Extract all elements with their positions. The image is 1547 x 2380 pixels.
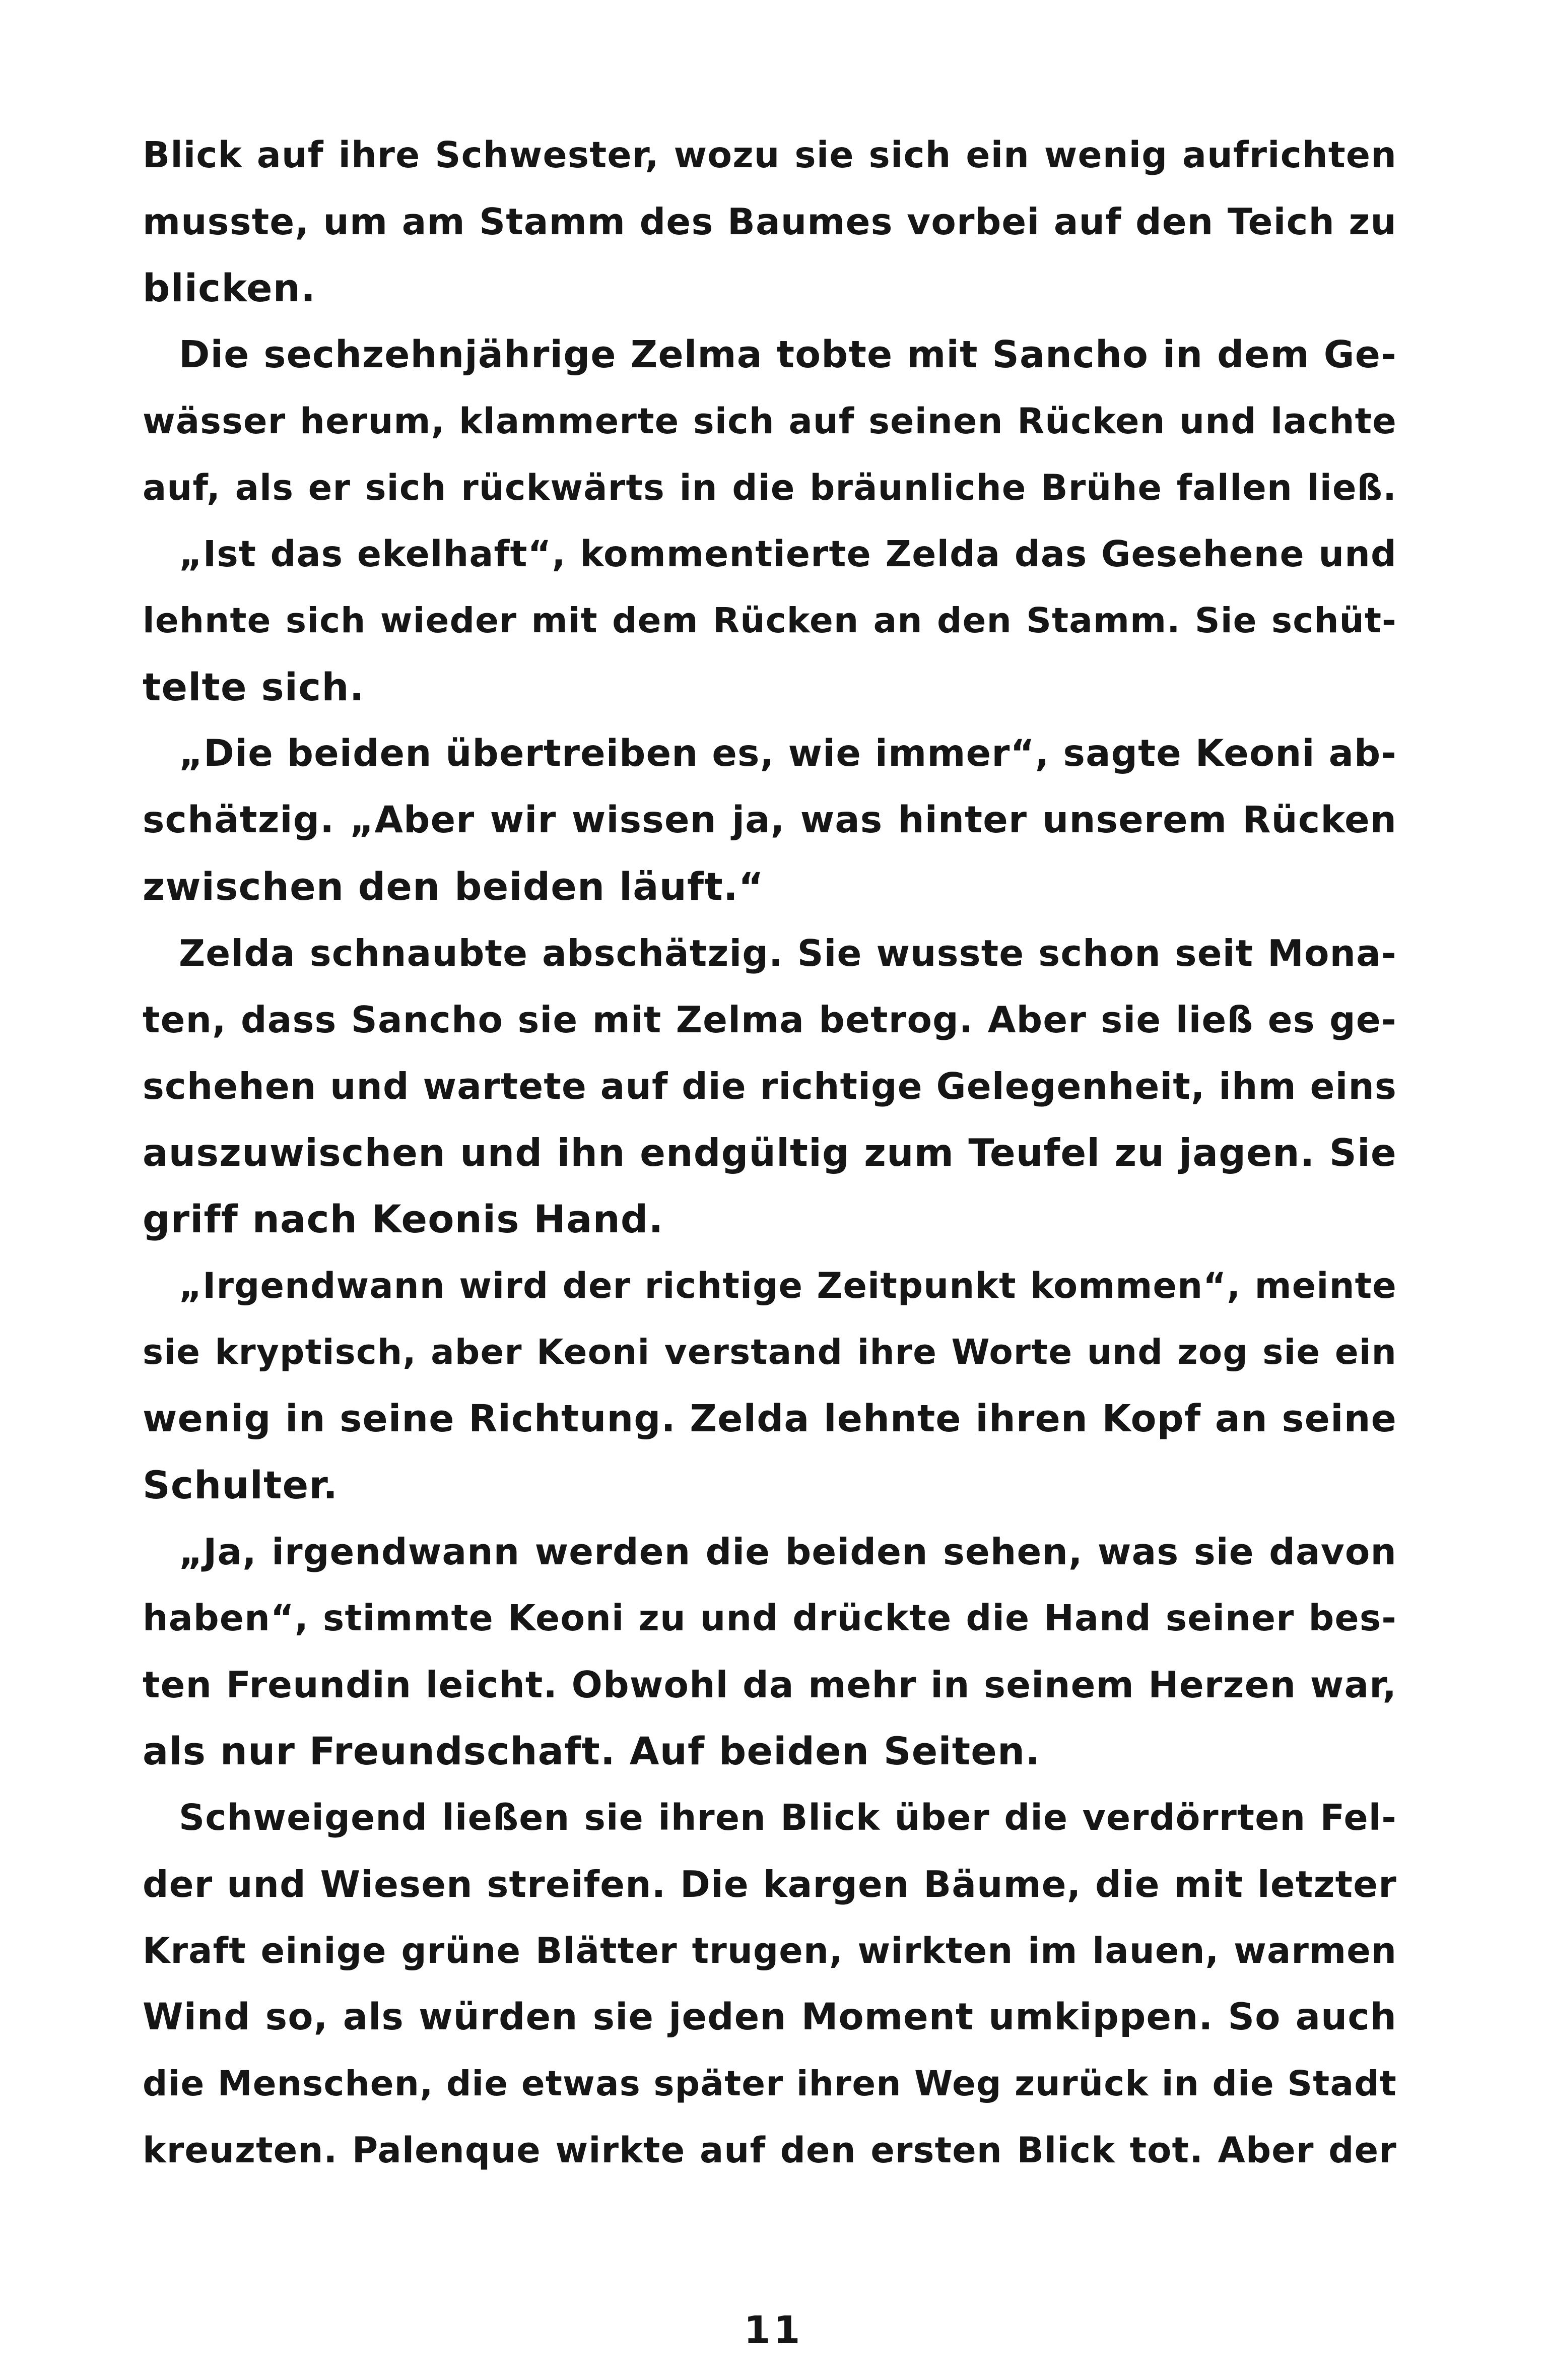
text-line: auf, als er sich rückwärts in die bräunliche Brühe fallen ließ.: [143, 467, 1397, 508]
text-line: ten, dass Sancho sie mit Zelma betrog. Aber sie ließ es ge-: [143, 999, 1397, 1041]
text-line: haben“, stimmte Keoni zu und drückte die Hand seiner bes-: [143, 1597, 1397, 1639]
text-line: der und Wiesen streifen. Die kargen Bäume, die mit letzter: [143, 1863, 1397, 1905]
text-line: Zelda schnaubte abschätzig. Sie wusste schon seit Mona-: [179, 932, 1397, 974]
text-line: „Irgendwann wird der richtige Zeitpunkt kommen“, meinte: [179, 1265, 1397, 1306]
text-line: musste, um am Stamm des Baumes vorbei auf den Teich zu: [143, 201, 1397, 243]
text-line: Kraft einige grüne Blätter trugen, wirkten im lauen, warmen: [143, 1930, 1397, 1971]
text-line: Die sechzehnjährige Zelma tobte mit Sancho in dem Ge-: [179, 333, 1397, 376]
text-line: griff nach Keonis Hand.: [143, 1197, 664, 1241]
text-line: die Menschen, die etwas später ihren Weg zurück in die Stadt: [143, 2064, 1397, 2104]
text-line: lehnte sich wieder mit dem Rücken an den Stamm. Sie schüt-: [143, 601, 1397, 641]
text-line: Schulter.: [143, 1463, 339, 1507]
text-line: zwischen den beiden läuft.“: [143, 864, 765, 909]
text-line: Wind so, als würden sie jeden Moment umkippen. So auch: [143, 1996, 1397, 2038]
text-line: als nur Freundschaft. Auf beiden Seiten.: [143, 1729, 1041, 1773]
text-line: „Ja, irgendwann werden die beiden sehen, was sie davon: [179, 1531, 1397, 1573]
text-line: auszuwischen und ihn endgültig zum Teufel zu jagen. Sie: [143, 1131, 1397, 1175]
text-line: ten Freundin leicht. Obwohl da mehr in seinem Herzen war,: [143, 1664, 1397, 1706]
text-line: wenig in seine Richtung. Zelda lehnte ihren Kopf an seine: [143, 1397, 1397, 1440]
text-line: schätzig. „Aber wir wissen ja, was hinter unserem Rücken: [143, 799, 1397, 841]
text-line: schehen und wartete auf die richtige Gelegenheit, ihm eins: [143, 1065, 1397, 1107]
text-line: wässer herum, klammerte sich auf seinen Rücken und lachte: [143, 401, 1397, 442]
text-line: „Ist das ekelhaft“, kommentierte Zelda das Gesehene und: [179, 533, 1397, 575]
text-line: kreuzten. Palenque wirkte auf den ersten Blick tot. Aber der: [143, 2130, 1397, 2171]
text-line: sie kryptisch, aber Keoni verstand ihre Worte und zog sie ein: [143, 1332, 1397, 1372]
text-line: „Die beiden übertreiben es, wie immer“, sagte Keoni ab-: [179, 732, 1397, 775]
page-number: 11: [744, 2307, 803, 2352]
text-line: telte sich.: [143, 665, 365, 709]
text-line: Blick auf ihre Schwester, wozu sie sich ein wenig aufrichten: [143, 134, 1397, 176]
text-line: Schweigend ließen sie ihren Blick über die verdörrten Fel-: [179, 1797, 1397, 1838]
text-line: blicken.: [143, 266, 316, 310]
